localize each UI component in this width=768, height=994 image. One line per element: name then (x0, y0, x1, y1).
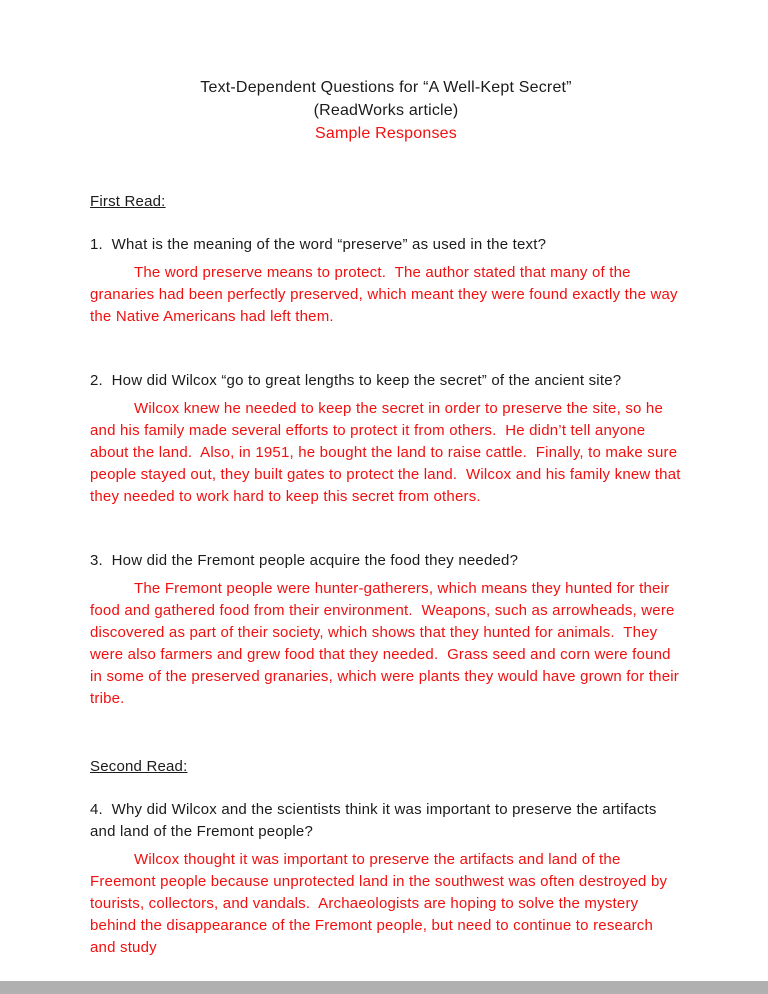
sample-answer-3: The Fremont people were hunter-gatherers, which means they hunted for their food and gathered food from their environment. Weapons, such as arrowheads, were discovered as part of their society, which shows that they hunted for animals. They were also farmers and grew food that they needed. Grass seed and corn were found in some of the preserved granaries, which were plants they would have grown for their tribe. (90, 580, 684, 707)
document-title-line-2: (ReadWorks article) (313, 102, 459, 119)
section-first-read (90, 191, 685, 710)
question-answer-block (90, 550, 682, 710)
document-title-line-1: Text-Dependent Questions for “A Well-Kept Secret” (200, 79, 572, 96)
section-heading-second-read: Second Read: (90, 758, 188, 775)
section-second-read (90, 756, 682, 959)
section-heading-first-read: First Read: (90, 193, 166, 210)
question-3: 3. How did the Fremont people acquire the food they needed? (90, 552, 519, 569)
question-4: 4. Why did Wilcox and the scientists think it was important to preserve the artifacts and land of the Fremont people? (90, 801, 661, 840)
document-title-line-3: Sample Responses (315, 125, 457, 142)
question-answer-block (90, 799, 682, 959)
question-answer-block (90, 234, 682, 328)
sample-answer-4: Wilcox thought it was important to preserve the artifacts and land of the Freemont people because unprotected land in the southwest was often destroyed by tourists, collectors, and vandals. Archaeologists are hoping to solve the mystery behind the disappearance of the Fremont people, but need to continue to research and study (90, 851, 672, 956)
page-bottom-edge (0, 981, 768, 994)
question-2: 2. How did Wilcox “go to great lengths to keep the secret” of the ancient site? (90, 372, 622, 389)
sample-answer-2: Wilcox knew he needed to keep the secret in order to preserve the site, so he and his family made several efforts to protect it from others. He didn’t tell anyone about the land. Also, in 1951, he bought the land to raise cattle. Finally, to make sure people stayed out, they built gates to protect the land. Wilcox and his family knew that they needed to work hard to keep this secret from others. (90, 400, 685, 505)
question-answer-block (90, 370, 685, 508)
sample-answer-1: The word preserve means to protect. The author stated that many of the granaries had been perfectly preserved, which meant they were found exactly the way the Native Americans had left them. (90, 264, 683, 325)
question-1: 1. What is the meaning of the word “preserve” as used in the text? (90, 236, 547, 253)
document-title-block (90, 76, 682, 145)
